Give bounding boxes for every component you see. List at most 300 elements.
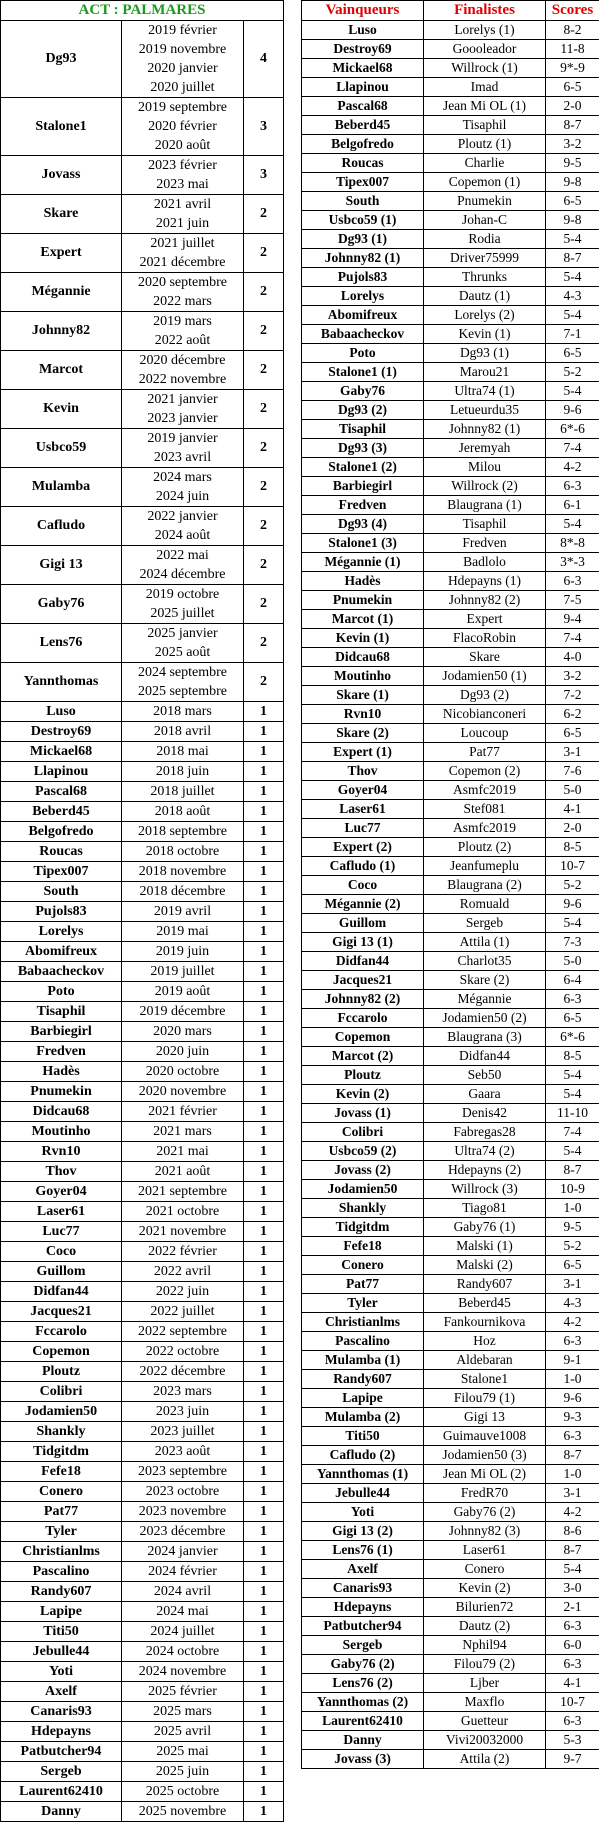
score-cell: 2-0 (546, 97, 599, 116)
winner-cell: Copemon (302, 1028, 424, 1047)
palmares-row (1, 1142, 284, 1162)
score-cell: 8-7 (546, 1161, 599, 1180)
win-date: 2021 juillet (122, 234, 243, 253)
final-row (302, 1389, 599, 1408)
score-cell: 5-4 (546, 914, 599, 933)
final-row (302, 78, 599, 97)
finalist-cell: Jodamien50 (1) (424, 667, 546, 686)
winner-name: Luc77 (1, 1222, 122, 1242)
win-dates (122, 982, 244, 1002)
score-cell: 7-4 (546, 629, 599, 648)
winner-name: Hadès (1, 1062, 122, 1082)
final-row (302, 1598, 599, 1617)
final-row (302, 135, 599, 154)
win-dates (122, 1802, 244, 1822)
win-dates (122, 1182, 244, 1202)
palmares-row (1, 1202, 284, 1222)
win-date: 2019 août (122, 982, 243, 1001)
win-date: 2019 juillet (122, 962, 243, 981)
final-row (302, 705, 599, 724)
winner-name: Tisaphil (1, 1002, 122, 1022)
final-row (302, 1123, 599, 1142)
winner-name: Randy607 (1, 1582, 122, 1602)
winner-cell: Stalone1 (2) (302, 458, 424, 477)
winner-name: Poto (1, 982, 122, 1002)
winner-cell: Christianlms (302, 1313, 424, 1332)
winner-cell: South (302, 192, 424, 211)
finalist-cell: Badlolo (424, 553, 546, 572)
final-row (302, 230, 599, 249)
win-date: 2020 août (122, 136, 243, 155)
win-date: 2023 février (122, 156, 243, 175)
final-row (302, 1294, 599, 1313)
final-row (302, 1237, 599, 1256)
final-row (302, 1199, 599, 1218)
final-row (302, 154, 599, 173)
winner-cell: Destroy69 (302, 40, 424, 59)
winner-cell: Jodamien50 (302, 1180, 424, 1199)
win-dates (122, 1642, 244, 1662)
final-row (302, 1674, 599, 1693)
finals-header-row (302, 1, 599, 21)
win-date: 2019 mars (122, 312, 243, 331)
palmares-row (1, 982, 284, 1002)
finalists-header: Finalistes (424, 1, 546, 21)
winner-name: Conero (1, 1482, 122, 1502)
palmares-row (1, 468, 284, 507)
final-row (302, 838, 599, 857)
winner-cell: Skare (2) (302, 724, 424, 743)
finalist-cell: FlacoRobin (424, 629, 546, 648)
winner-cell: Skare (1) (302, 686, 424, 705)
win-date: 2023 juillet (122, 1422, 243, 1441)
finalist-cell: Asmfc2019 (424, 781, 546, 800)
score-cell: 7-5 (546, 591, 599, 610)
win-count: 1 (244, 1382, 284, 1402)
win-date: 2025 août (122, 643, 243, 662)
win-count: 1 (244, 1302, 284, 1322)
win-date: 2020 juin (122, 1042, 243, 1061)
win-date: 2018 septembre (122, 822, 243, 841)
palmares-row (1, 1522, 284, 1542)
win-dates (122, 922, 244, 942)
finalist-cell: Blaugrana (2) (424, 876, 546, 895)
final-row (302, 1066, 599, 1085)
final-row (302, 40, 599, 59)
final-row (302, 743, 599, 762)
finals-body (302, 1, 599, 1769)
win-count: 2 (244, 429, 284, 468)
score-cell: 5-3 (546, 1731, 599, 1750)
win-dates (122, 862, 244, 882)
win-dates (122, 1142, 244, 1162)
finalist-cell: Loucoup (424, 724, 546, 743)
win-dates (122, 1522, 244, 1542)
win-date: 2018 mars (122, 702, 243, 721)
win-dates (122, 762, 244, 782)
win-count: 1 (244, 1502, 284, 1522)
win-dates (122, 1102, 244, 1122)
winner-cell: Usbco59 (1) (302, 211, 424, 230)
win-dates (122, 429, 244, 468)
winner-name: Didcau68 (1, 1102, 122, 1122)
win-dates (122, 1462, 244, 1482)
winner-name: Hdepayns (1, 1722, 122, 1742)
win-dates (122, 1162, 244, 1182)
win-dates (122, 1602, 244, 1622)
win-dates (122, 1502, 244, 1522)
win-count: 2 (244, 546, 284, 585)
winner-cell: Guillom (302, 914, 424, 933)
winner-name: Jebulle44 (1, 1642, 122, 1662)
palmares-row (1, 21, 284, 98)
winner-cell: Gaby76 (2) (302, 1655, 424, 1674)
win-dates (122, 1622, 244, 1642)
finalist-cell: Johan-C (424, 211, 546, 230)
winner-cell: Mickael68 (302, 59, 424, 78)
winner-cell: Dg93 (1) (302, 230, 424, 249)
winner-name: South (1, 882, 122, 902)
win-date: 2022 mars (122, 292, 243, 311)
win-count: 2 (244, 351, 284, 390)
finalist-cell: Gaby76 (1) (424, 1218, 546, 1237)
winner-name: Shankly (1, 1422, 122, 1442)
winner-cell: Tipex007 (302, 173, 424, 192)
palmares-row (1, 1782, 284, 1802)
win-count: 1 (244, 1442, 284, 1462)
score-cell: 11-8 (546, 40, 599, 59)
final-row (302, 325, 599, 344)
winner-cell: Usbco59 (2) (302, 1142, 424, 1161)
winner-cell: Poto (302, 344, 424, 363)
final-row (302, 1503, 599, 1522)
finalist-cell: Charlie (424, 154, 546, 173)
final-row (302, 1693, 599, 1712)
win-dates (122, 1582, 244, 1602)
score-cell: 7-4 (546, 1123, 599, 1142)
palmares-row (1, 1422, 284, 1442)
win-date: 2019 avril (122, 902, 243, 921)
win-date: 2021 janvier (122, 390, 243, 409)
winner-cell: Stalone1 (3) (302, 534, 424, 553)
score-cell: 8-7 (546, 1541, 599, 1560)
winner-cell: Pascal68 (302, 97, 424, 116)
win-dates (122, 234, 244, 273)
win-date: 2025 octobre (122, 1782, 243, 1801)
win-date: 2020 février (122, 117, 243, 136)
final-row (302, 534, 599, 553)
palmares-row (1, 882, 284, 902)
win-count: 1 (244, 1722, 284, 1742)
final-row (302, 648, 599, 667)
winner-name: Laser61 (1, 1202, 122, 1222)
final-row (302, 1560, 599, 1579)
finalist-cell: Malski (2) (424, 1256, 546, 1275)
win-count: 2 (244, 585, 284, 624)
win-date: 2020 décembre (122, 351, 243, 370)
final-row (302, 1142, 599, 1161)
winner-cell: Hadès (302, 572, 424, 591)
win-dates (122, 1402, 244, 1422)
finalist-cell: Charlot35 (424, 952, 546, 971)
palmares-row (1, 507, 284, 546)
win-count: 1 (244, 1022, 284, 1042)
final-row (302, 933, 599, 952)
win-date: 2024 septembre (122, 663, 243, 682)
score-cell: 5-0 (546, 952, 599, 971)
win-date: 2025 juillet (122, 604, 243, 623)
finalist-cell: Skare (424, 648, 546, 667)
win-date: 2022 novembre (122, 370, 243, 389)
winner-name: Rvn10 (1, 1142, 122, 1162)
win-dates (122, 546, 244, 585)
score-cell: 5-0 (546, 781, 599, 800)
win-date: 2021 février (122, 1102, 243, 1121)
winner-name: Yannthomas (1, 663, 122, 702)
palmares-row (1, 1042, 284, 1062)
winner-cell: Didcau68 (302, 648, 424, 667)
score-cell: 7-1 (546, 325, 599, 344)
winner-cell: Pascalino (302, 1332, 424, 1351)
winner-name: Pascalino (1, 1562, 122, 1582)
score-cell: 9-5 (546, 1218, 599, 1237)
finalist-cell: Hdepayns (2) (424, 1161, 546, 1180)
win-count: 1 (244, 842, 284, 862)
score-cell: 7-3 (546, 933, 599, 952)
win-dates (122, 1782, 244, 1802)
win-dates (122, 1242, 244, 1262)
win-count: 1 (244, 1222, 284, 1242)
win-date: 2024 août (122, 526, 243, 545)
finalist-cell: Kevin (1) (424, 325, 546, 344)
winner-name: Beberd45 (1, 802, 122, 822)
score-cell: 5-2 (546, 876, 599, 895)
winner-cell: Lens76 (2) (302, 1674, 424, 1693)
win-date: 2018 août (122, 802, 243, 821)
win-count: 1 (244, 782, 284, 802)
winner-name: Luso (1, 702, 122, 722)
win-dates (122, 351, 244, 390)
winner-name: Didfan44 (1, 1282, 122, 1302)
finalist-cell: Jeanfumeplu (424, 857, 546, 876)
finalist-cell: Denis42 (424, 1104, 546, 1123)
score-cell: 6-3 (546, 572, 599, 591)
score-cell: 3-1 (546, 1484, 599, 1503)
winner-name: Moutinho (1, 1122, 122, 1142)
final-row (302, 819, 599, 838)
win-date: 2021 avril (122, 195, 243, 214)
final-row (302, 420, 599, 439)
winner-cell: Conero (302, 1256, 424, 1275)
win-date: 2023 octobre (122, 1482, 243, 1501)
win-dates (122, 195, 244, 234)
palmares-row (1, 1622, 284, 1642)
win-dates (122, 585, 244, 624)
palmares-row (1, 962, 284, 982)
win-date: 2019 mai (122, 922, 243, 941)
win-dates (122, 1122, 244, 1142)
final-row (302, 1161, 599, 1180)
palmares-row (1, 862, 284, 882)
win-date: 2021 septembre (122, 1182, 243, 1201)
win-dates (122, 1702, 244, 1722)
win-count: 2 (244, 273, 284, 312)
finalist-cell: Willrock (3) (424, 1180, 546, 1199)
score-cell: 5-2 (546, 363, 599, 382)
score-cell: 3-0 (546, 1579, 599, 1598)
winner-cell: Jacques21 (302, 971, 424, 990)
final-row (302, 572, 599, 591)
winner-name: Titi50 (1, 1622, 122, 1642)
win-date: 2019 novembre (122, 40, 243, 59)
palmares-row (1, 1002, 284, 1022)
winner-name: Gaby76 (1, 585, 122, 624)
score-cell: 5-4 (546, 1085, 599, 1104)
palmares-title: ACT : PALMARES (1, 1, 284, 21)
score-cell: 3-1 (546, 1275, 599, 1294)
winner-cell: Jovass (1) (302, 1104, 424, 1123)
win-date: 2022 mai (122, 546, 243, 565)
finalist-cell: FredR70 (424, 1484, 546, 1503)
final-row (302, 1541, 599, 1560)
winner-cell: Dg93 (3) (302, 439, 424, 458)
score-cell: 7-2 (546, 686, 599, 705)
winner-cell: Yannthomas (2) (302, 1693, 424, 1712)
palmares-row (1, 1222, 284, 1242)
winner-cell: Kevin (1) (302, 629, 424, 648)
winner-cell: Thov (302, 762, 424, 781)
winner-name: Colibri (1, 1382, 122, 1402)
win-date: 2025 mars (122, 1702, 243, 1721)
winner-name: Fccarolo (1, 1322, 122, 1342)
winner-cell: Sergeb (302, 1636, 424, 1655)
final-row (302, 116, 599, 135)
final-row (302, 1009, 599, 1028)
finalist-cell: Tiago81 (424, 1199, 546, 1218)
palmares-row (1, 156, 284, 195)
final-row (302, 1750, 599, 1769)
score-cell: 9*-9 (546, 59, 599, 78)
winner-name: Tidgitdm (1, 1442, 122, 1462)
palmares-row (1, 902, 284, 922)
winner-cell: Laser61 (302, 800, 424, 819)
scores-header: Scores (546, 1, 599, 21)
win-dates (122, 1382, 244, 1402)
winner-cell: Gigi 13 (1) (302, 933, 424, 952)
score-cell: 1-0 (546, 1465, 599, 1484)
final-row (302, 1712, 599, 1731)
win-dates (122, 1002, 244, 1022)
final-row (302, 895, 599, 914)
win-count: 4 (244, 21, 284, 98)
win-date: 2021 décembre (122, 253, 243, 272)
score-cell: 4-2 (546, 1503, 599, 1522)
win-date: 2018 novembre (122, 862, 243, 881)
winner-name: Dg93 (1, 21, 122, 98)
win-count: 1 (244, 1342, 284, 1362)
score-cell: 9-8 (546, 211, 599, 230)
score-cell: 9-6 (546, 895, 599, 914)
palmares-row (1, 722, 284, 742)
score-cell: 10-7 (546, 857, 599, 876)
palmares-row (1, 1282, 284, 1302)
win-date: 2025 avril (122, 1722, 243, 1741)
win-count: 1 (244, 1002, 284, 1022)
finalist-cell: Sergeb (424, 914, 546, 933)
finalist-cell: Nicobianconeri (424, 705, 546, 724)
winner-cell: Mulamba (2) (302, 1408, 424, 1427)
win-count: 3 (244, 156, 284, 195)
finalist-cell: Vivi20032000 (424, 1731, 546, 1750)
win-date: 2018 octobre (122, 842, 243, 861)
win-count: 2 (244, 624, 284, 663)
final-row (302, 553, 599, 572)
win-dates (122, 1282, 244, 1302)
win-date: 2024 février (122, 1562, 243, 1581)
score-cell: 3*-3 (546, 553, 599, 572)
win-count: 1 (244, 1182, 284, 1202)
win-date: 2022 septembre (122, 1322, 243, 1341)
palmares-row (1, 1682, 284, 1702)
finalist-cell: Fredven (424, 534, 546, 553)
win-date: 2019 octobre (122, 585, 243, 604)
score-cell: 4-2 (546, 1313, 599, 1332)
win-count: 1 (244, 822, 284, 842)
winner-cell: Lorelys (302, 287, 424, 306)
winner-name: Pascal68 (1, 782, 122, 802)
win-dates (122, 802, 244, 822)
finalist-cell: Fankournikova (424, 1313, 546, 1332)
final-row (302, 762, 599, 781)
final-row (302, 401, 599, 420)
win-count: 1 (244, 922, 284, 942)
score-cell: 9-6 (546, 401, 599, 420)
score-cell: 7-6 (546, 762, 599, 781)
finalist-cell: Blaugrana (1) (424, 496, 546, 515)
finalist-cell: Filou79 (1) (424, 1389, 546, 1408)
win-count: 1 (244, 1062, 284, 1082)
finalist-cell: Pat77 (424, 743, 546, 762)
palmares-row (1, 1582, 284, 1602)
finalist-cell: Dautz (2) (424, 1617, 546, 1636)
score-cell: 6-3 (546, 477, 599, 496)
final-row (302, 914, 599, 933)
win-date: 2025 février (122, 1682, 243, 1701)
winner-name: Goyer04 (1, 1182, 122, 1202)
win-dates (122, 742, 244, 762)
finalist-cell: Bilurien72 (424, 1598, 546, 1617)
winner-cell: Lens76 (1) (302, 1541, 424, 1560)
win-date: 2019 janvier (122, 429, 243, 448)
finalist-cell: Lorelys (2) (424, 306, 546, 325)
win-dates (122, 390, 244, 429)
finalist-cell: Guimauve1008 (424, 1427, 546, 1446)
palmares-row (1, 312, 284, 351)
score-cell: 8-6 (546, 1522, 599, 1541)
final-row (302, 1579, 599, 1598)
win-date: 2022 janvier (122, 507, 243, 526)
palmares-body (1, 1, 284, 1822)
score-cell: 6-3 (546, 1332, 599, 1351)
final-row (302, 363, 599, 382)
finalist-cell: Johnny82 (1) (424, 420, 546, 439)
finalist-cell: Tisaphil (424, 116, 546, 135)
finalist-cell: Guetteur (424, 1712, 546, 1731)
winner-name: Laurent62410 (1, 1782, 122, 1802)
win-count: 1 (244, 1602, 284, 1622)
winner-cell: Cafludo (1) (302, 857, 424, 876)
win-dates (122, 1742, 244, 1762)
